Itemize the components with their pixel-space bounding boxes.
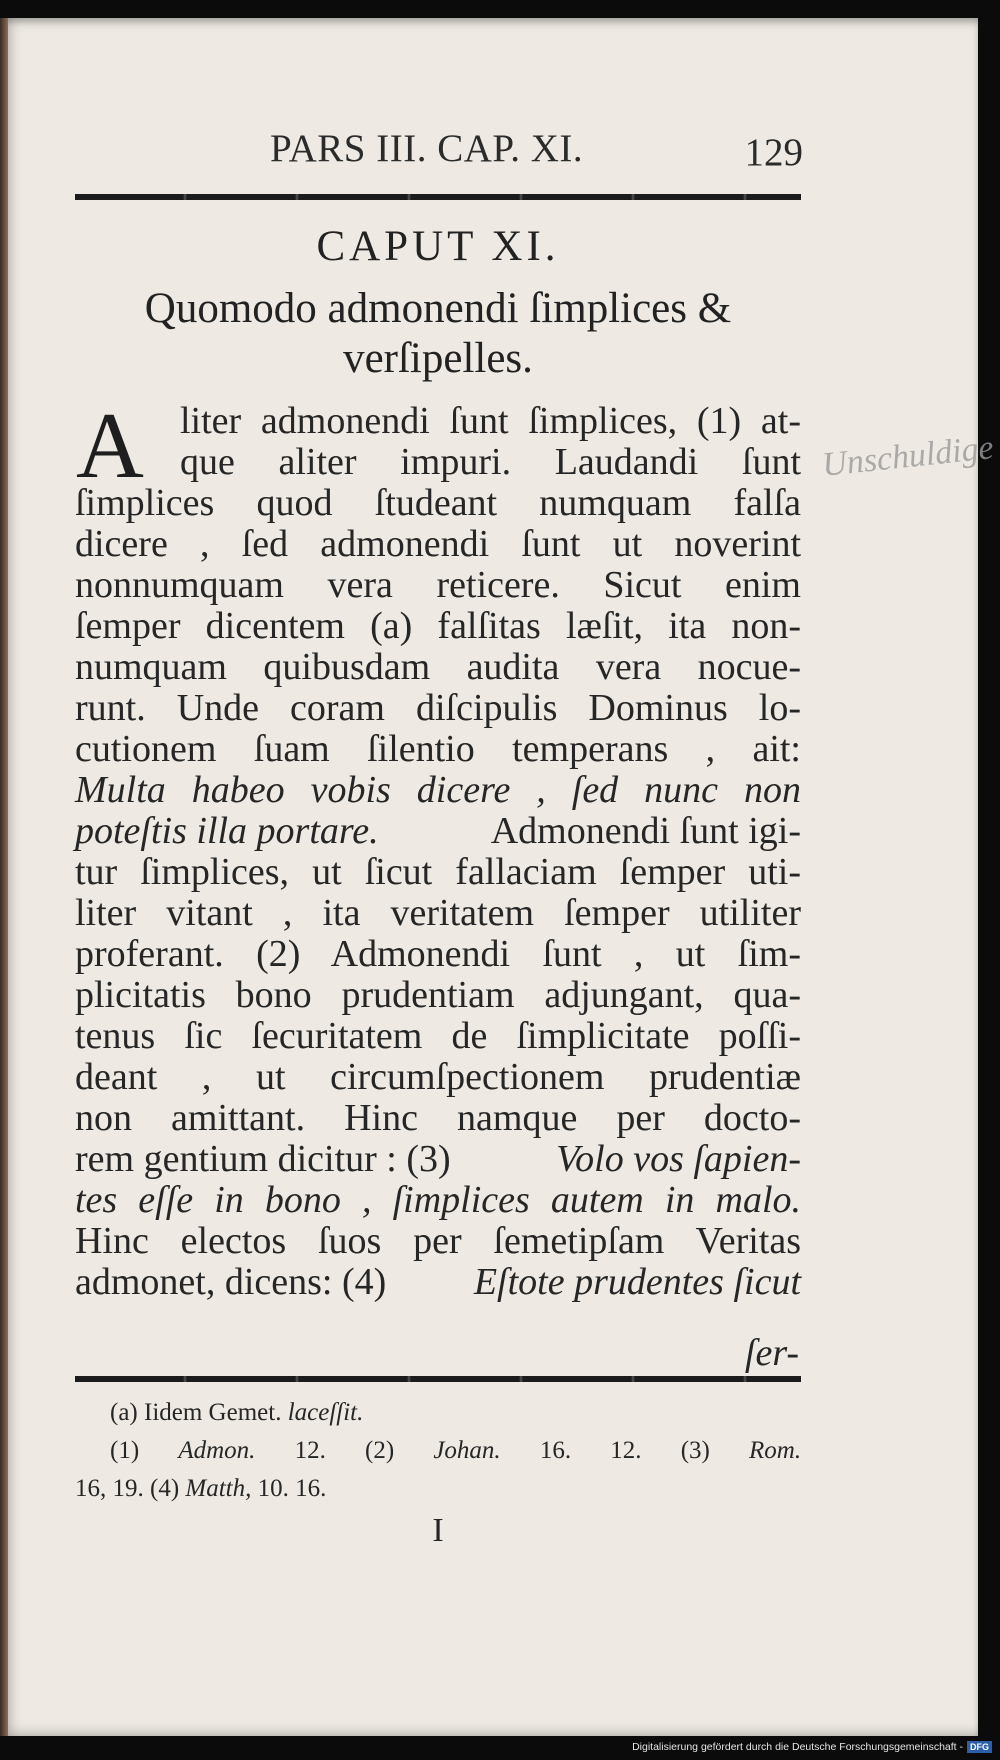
body-italic: Volo vos ſapien- <box>556 1138 801 1180</box>
footnote-text: (3) <box>680 1437 710 1464</box>
body-line: deant , ut circumſpectionem prudentiæ <box>75 1056 801 1098</box>
body-italic: poteſtis illa portare. <box>75 810 379 852</box>
footnote-text: 16. 12. <box>539 1437 642 1464</box>
running-head: PARS III. CAP. XI. <box>270 127 584 170</box>
body-line <box>75 769 801 811</box>
footnote-text: (a) Iidem Gemet. <box>110 1399 282 1426</box>
body-line: tur ſimplices, ut ſicut fallaciam ſemper uti- <box>75 851 801 893</box>
body-italic: tes eſſe in bono , ſimplices autem in malo. <box>75 1179 801 1221</box>
body-line <box>75 1179 801 1221</box>
body-line: cutionem ſuam ſilentio temperans , ait: <box>75 728 801 770</box>
footnote-text: (1) <box>110 1437 140 1464</box>
body-line: runt. Unde coram diſcipulis Dominus lo- <box>75 687 801 729</box>
margin-annotation: Unschuldige <box>820 429 996 484</box>
drop-cap: A <box>76 394 144 498</box>
body-italic: Multa habeo vobis dicere , ſed nunc non <box>75 769 801 811</box>
signature-mark: I <box>432 1512 444 1549</box>
catchword: ſer- <box>744 1332 799 1374</box>
footnote-italic: Admon. <box>178 1437 256 1464</box>
body-line: non amittant. Hinc namque per docto- <box>75 1097 801 1139</box>
body-line: proferant. (2) Admonendi ſunt , ut ſim- <box>75 933 801 975</box>
body-line <box>75 1261 801 1303</box>
chapter-title-line-1: Quomodo admonendi ſimplices & <box>144 285 732 332</box>
footnote-4 <box>75 1474 801 1504</box>
body-line: ſimplices quod ſtudeant numquam falſa <box>75 482 801 524</box>
footnote-text: 16, 19. <box>75 1475 144 1502</box>
footnote-a <box>110 1398 836 1428</box>
footnote-1-3 <box>110 1436 801 1466</box>
footnote-italic: Matth, <box>185 1475 252 1502</box>
body-span: Admonendi ſunt igi- <box>490 810 801 852</box>
body-line: numquam quibusdam audita vera nocue- <box>75 646 801 688</box>
body-line <box>75 1138 801 1180</box>
credit-text: Digitalisierung gefördert durch die Deutsche Forschungsgemeinschaft - <box>632 1741 963 1753</box>
running-header <box>75 126 805 176</box>
footnote-text: (2) <box>365 1437 395 1464</box>
footnote-italic: Johan. <box>433 1437 501 1464</box>
header-rule <box>75 194 801 200</box>
body-line: nonnumquam vera reticere. Sicut enim <box>75 564 801 606</box>
chapter-title-line-2: verſipelles. <box>343 335 533 382</box>
chapter-title <box>75 284 801 384</box>
body-line: Hinc electos ſuos per ſemetipſam Veritas <box>75 1220 801 1262</box>
body-line: dicere , ſed admonendi ſunt ut noverint <box>75 523 801 565</box>
footnote-text: 10. 16. <box>257 1475 327 1502</box>
body-line <box>75 810 801 852</box>
footnote-rule <box>75 1376 801 1382</box>
footnote-italic: Rom. <box>749 1437 802 1464</box>
page-binding-edge <box>0 18 8 1736</box>
body-line: plicitatis bono prudentiam adjungant, qua- <box>75 974 801 1016</box>
body-italic: Eſtote prudentes ſicut <box>473 1261 801 1303</box>
dfg-logo: DFG <box>967 1741 992 1753</box>
page-number: 129 <box>744 131 803 174</box>
body-span: rem gentium dicitur : (3) <box>75 1138 451 1180</box>
body-line: liter admonendi ſunt ſimplices, (1) at- <box>180 400 801 442</box>
footnote-text: (4) <box>150 1475 180 1502</box>
footnote-text: 12. <box>294 1437 326 1464</box>
body-line: ſemper dicentem (a) falſitas læſit, ita non- <box>75 605 801 647</box>
body-line: que aliter impuri. Laudandi ſunt <box>180 441 801 483</box>
footnote-italic: laceſſit. <box>287 1399 364 1426</box>
body-line: tenus ſic ſecuritatem de ſimplicitate poſſi- <box>75 1015 801 1057</box>
chapter-label: CAPUT XI. <box>316 223 560 270</box>
body-span: admonet, dicens: (4) <box>75 1261 387 1303</box>
body-line: liter vitant , ita veritatem ſemper utiliter <box>75 892 801 934</box>
digitization-credit <box>632 1738 992 1756</box>
